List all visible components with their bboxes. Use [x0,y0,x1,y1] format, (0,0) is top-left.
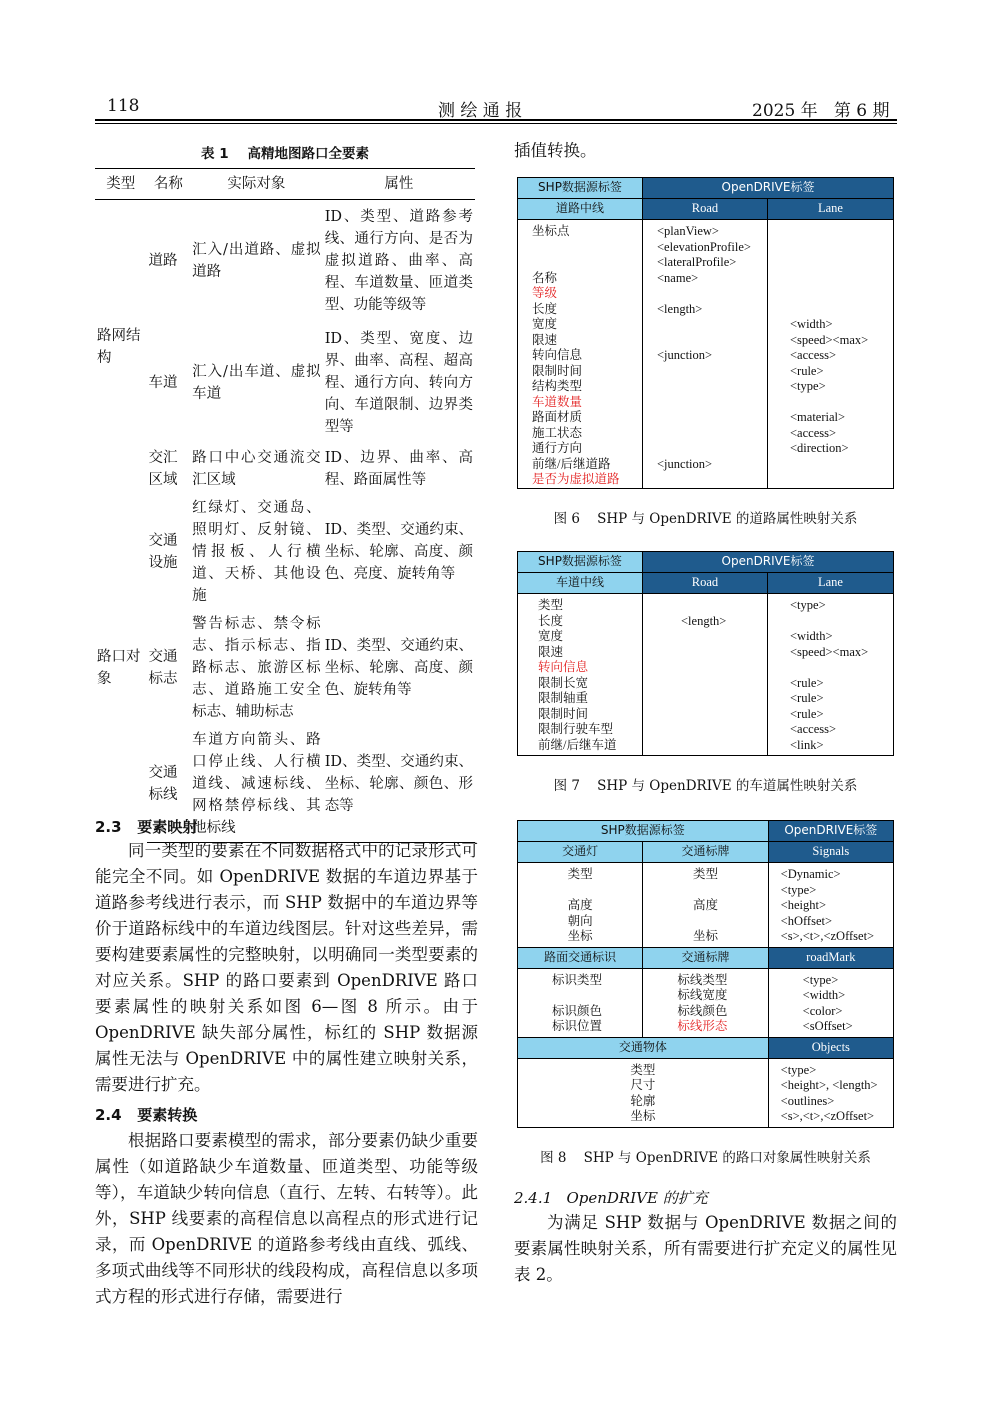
shp-attr [532,255,636,271]
attr: 标识位置 [552,1019,603,1033]
figure-8-caption: 图 8 SHP 与 OpenDRIVE 的路口对象属性映射关系 [540,1150,871,1166]
objects-cell: 汇入/出车道、虚拟车道 [192,363,321,402]
shp-attr: 长度 [532,301,558,316]
traffic-sign-attrs [643,968,768,1037]
tag: <height>, <length> [780,1078,878,1092]
shp-header: SHP数据源标签 [518,552,643,573]
lane-tag [790,614,887,630]
table-row [95,444,475,494]
road-tag: <junction> [657,456,713,471]
shp-attr: 宽度 [538,629,564,643]
lane-tag: <type> [790,379,826,393]
shp-attr-column [518,594,643,756]
tag: <type> [780,1062,817,1077]
lane-tag: <access> [790,348,837,362]
road-tag: <length> [681,613,727,628]
name-cell: 交汇区域 [148,449,178,488]
attr [524,883,636,899]
tag: <width> [802,988,846,1002]
tag: <sOffset> [802,1019,853,1033]
shp-attr: 限速 [538,644,564,659]
col-header: 类型 [95,169,147,200]
signals-header: Signals [768,842,893,863]
road-tag [681,691,761,707]
col-header: 名称 [147,169,191,200]
shp-attr: 施工状态 [532,425,583,440]
traffic-object-attrs [518,1058,769,1127]
objects-cell: 车道方向箭头、路口停止线、人行横道线、减速标线、网格禁停标线、其他标线 [190,726,323,843]
table1-caption: 表 1 高精地图路口全要素 [201,146,369,162]
tag: <type> [802,972,839,987]
shp-attr: 类型 [538,598,564,612]
attr: 高度 [567,898,593,912]
name-cell: 道路 [148,252,178,269]
shp-attr-unmapped: 是否为虚拟道路 [532,472,620,486]
lane-tag: <direction> [790,441,849,455]
signals-tags [768,863,893,948]
attrs-cell: ID、边界、曲率、高程、路面属性等 [324,449,473,488]
shp-attr: 宽度 [532,317,558,331]
shp-attr-unmapped: 车道数量 [532,394,583,409]
road-tag: <planView> [657,224,719,238]
road-tag: <elevationProfile> [657,239,751,254]
lane-tag [790,240,887,256]
figure-8-mapping-table [517,820,894,1128]
table-row [95,322,475,444]
attr: 高度 [692,898,718,912]
continued-text: 插值转换。 [514,141,597,160]
header-rule-thin [95,123,897,124]
shp-attr-unmapped: 等级 [532,286,558,300]
attr: 朝向 [567,913,593,928]
lane-header: Lane [768,199,894,220]
attr-unmapped: 标线形态 [677,1019,728,1033]
tag: <s>,<t>,<zOffset> [780,929,875,943]
table-row [95,494,475,610]
attr: 坐标 [692,929,718,943]
shp-attr: 坐标点 [532,224,570,238]
shp-attr: 限制长宽 [538,675,589,690]
section-2-4-title: 2.4 要素转换 [95,1106,198,1124]
shp-attr: 通行方向 [532,441,583,455]
road-tag: <length> [657,301,703,316]
lane-tag-column [768,594,894,756]
table1 [95,168,475,843]
attr: 坐标 [567,929,593,943]
opendrive-header: OpenDRIVE标签 [768,821,893,842]
road-tag [657,333,761,349]
attr: 标识颜色 [552,1003,603,1018]
section-2-4-1-paragraph: 为满足 SHP 数据与 OpenDRIVE 数据之间的要素属性映射关系，所有需要进行扩充定义的属性见表 2。 [514,1213,897,1284]
name-cell: 车道 [148,374,178,391]
attr: 标线颜色 [677,1003,728,1018]
col-header: 属性 [323,169,475,200]
traffic-object-header: 交通物体 [518,1037,769,1058]
tag: <Dynamic> [780,867,841,881]
attrs-cell: ID、类型、道路参考线、通行方向、是否为虚拟道路、曲率、高程、车道数量、匝道类型、功能等级等 [324,208,473,313]
issue-label: 2025 年 第 6 期 [752,101,890,121]
tag: <height> [780,898,826,912]
attr: 尺寸 [630,1078,656,1092]
objects-cell: 路口中心交通流交汇区域 [192,449,321,488]
road-marking-attrs [518,968,643,1037]
objects-cell: 警告标志、禁令标志、指示标志、指路标志、旅游区标志、道路施工安全标志、辅助标志 [192,615,321,720]
attrs-cell: ID、类型、交通约束、坐标、轮廓、高度、颜色、旋转角等 [324,637,473,698]
attr: 轮廓 [630,1093,656,1108]
attr: 坐标 [630,1109,656,1123]
road-tag: <lateralProfile> [657,255,737,269]
road-tag-column [643,220,768,489]
road-tag [681,629,761,645]
opendrive-header: OpenDRIVE标签 [643,178,894,199]
header-rule [95,119,897,121]
road-tag [657,286,761,302]
col-header: 实际对象 [190,169,323,200]
road-marking-header: 路面交通标识 [518,947,643,968]
lane-tag-column [768,220,894,489]
shp-attr: 限速 [532,332,558,347]
road-tag [681,676,761,692]
lane-tag: <rule> [790,706,824,721]
attrs-cell: ID、类型、交通约束、坐标、轮廓、颜色、形态等 [323,726,475,843]
shp-attr: 前继/后继道路 [532,456,611,471]
shp-attr: 限制时间 [532,363,583,378]
road-tag [657,395,761,411]
lane-tag: <rule> [790,691,824,705]
attrs-cell: ID、类型、交通约束、坐标、轮廓、高度、颜色、亮度、旋转角等 [324,521,473,582]
lane-tag: <width> [790,317,833,331]
attr [649,914,761,930]
opendrive-header: OpenDRIVE标签 [643,552,894,573]
tag: <outlines> [780,1093,835,1108]
road-tag [657,379,761,395]
road-header: Road [643,199,768,220]
tag: <type> [780,882,817,897]
shp-attr: 长度 [538,613,564,628]
objects-header: Objects [768,1037,893,1058]
attr: 类型 [692,867,718,881]
traffic-light-attrs [518,863,643,948]
lane-tag: <type> [790,598,826,612]
lane-tag [790,255,887,271]
objects-cell: 红绿灯、交通岛、照明灯、反射镜、情报板、人行横道、天桥、其他设施 [192,499,321,604]
figure-7-mapping-table [517,551,894,756]
figure-6-mapping-table [517,177,894,489]
section-2-3-paragraph: 同一类型的要素在不同数据格式中的记录形式可能完全不同。如 OpenDRIVE 数据的车道边界基于道路参考线进行表示，而 SHP 数据中的车道边界等价于道路标线中的车道边线图层。针对这些差异，需要构建要素属性的完整映射，以明确同一类型要素的对应关系。SHP 的路口要素到 OpenDRIVE 路口要素属性的映射关系如图 6—图 8 所示。由于 OpenDRIVE 缺失部分属性，标红的 SHP 数据源属性无法与 OpenDRIVE 中的属性建立映射关系，需要进行扩充。 [95,841,478,1094]
lane-tag: <width> [790,629,833,643]
figure-6-caption: 图 6 SHP 与 OpenDRIVE 的道路属性映射关系 [553,511,858,527]
tag: <hOffset> [780,913,833,928]
section-2-4-1-title: 2.4.1 OpenDRIVE 的扩充 [514,1189,708,1207]
roadmark-tags [768,968,893,1037]
road-tag [681,645,761,661]
shp-header: SHP数据源标签 [518,178,643,199]
road-header: Road [643,573,768,594]
traffic-sign-header: 交通标牌 [643,842,768,863]
shp-header: SHP数据源标签 [518,821,769,842]
attr [649,883,761,899]
traffic-light-header: 交通灯 [518,842,643,863]
lane-tag: <access> [790,722,837,736]
name-cell: 交通标志 [148,648,178,687]
lane-tag: <rule> [790,675,824,690]
section-2-4-paragraph: 根据路口要素模型的需求，部分要素仍缺少重要属性（如道路缺少车道数量、匝道类型、功能等级等），车道缺少转向信息（直行、左转、右转等）。此外，SHP 线要素的高程信息以高程点的形式进行记录，而 OpenDRIVE 的道路参考线由直线、弧线、多项式曲线等不同形状的线段构成，高程信息以多项式方程的形式进行存储，需要进行 [95,1131,478,1306]
shp-attr: 名称 [532,270,558,285]
lane-tag [790,472,887,488]
road-tag [657,441,761,457]
shp-attr: 前继/后继车道 [538,737,617,752]
type-cell: 路网结构 [97,327,141,366]
lane-tag [790,286,887,302]
road-tag [657,472,761,488]
objects-cell: 汇入/出道路、虚拟道路 [192,241,321,280]
lane-tag: <speed><max> [790,644,869,659]
shp-attr-column [518,220,643,489]
shp-subheader: 车道中线 [518,573,643,594]
journal-title: 测 绘 通 报 [438,101,523,121]
lane-tag [790,457,887,473]
figure-7-caption: 图 7 SHP 与 OpenDRIVE 的车道属性映射关系 [553,778,858,794]
road-tag: <name> [657,270,699,285]
traffic-sign-header: 交通标牌 [643,947,768,968]
attr: 标线类型 [677,972,728,987]
lane-tag [790,395,887,411]
table-row [95,610,475,726]
objects-tags [768,1058,893,1127]
shp-attr-unmapped: 转向信息 [538,660,589,674]
road-tag [657,410,761,426]
shp-attr: 限制行驶车型 [538,722,614,736]
tag: <color> [802,1003,843,1018]
shp-attr: 结构类型 [532,379,583,393]
road-tag [657,317,761,333]
lane-tag [790,302,887,318]
road-tag [681,707,761,723]
shp-attr: 转向信息 [532,348,583,362]
lane-tag: <access> [790,425,837,440]
road-tag [681,660,761,676]
section-2-3-title: 2.3 要素映射 [95,818,198,836]
shp-subheader: 道路中线 [518,199,643,220]
shp-attr: 限制时间 [538,706,589,721]
page-number: 118 [107,96,140,116]
attr: 类型 [567,867,593,881]
lane-tag [790,224,887,240]
table-row [95,200,475,322]
attr: 标识类型 [552,972,603,987]
lane-tag [790,660,887,676]
name-cell: 交通标线 [147,726,191,843]
road-tag [657,364,761,380]
road-tag: <junction> [657,348,713,362]
lane-header: Lane [768,573,894,594]
shp-attr: 限制轴重 [538,691,589,705]
road-tag [657,426,761,442]
road-tag [681,598,761,614]
shp-attr: 路面材质 [532,410,583,424]
lane-tag: <speed><max> [790,332,869,347]
lane-tag: <rule> [790,363,824,378]
type-cell: 路口对象 [97,648,141,687]
traffic-sign-attrs [643,863,768,948]
shp-attr [532,240,636,256]
attrs-cell: ID、类型、宽度、边界、曲率、高程、超高程、通行方向、转向方向、车道限制、边界类型等 [324,330,473,435]
road-tag-column [643,594,768,756]
name-cell: 交通设施 [148,532,178,571]
roadmark-header: roadMark [768,947,893,968]
lane-tag [790,271,887,287]
attr [552,988,636,1004]
lane-tag: <link> [790,737,824,752]
road-tag [681,722,761,738]
road-tag [681,738,761,754]
attr: 类型 [630,1062,656,1077]
attr: 标线宽度 [677,988,728,1002]
tag: <s>,<t>,<zOffset> [780,1109,875,1123]
lane-tag: <material> [790,410,846,424]
